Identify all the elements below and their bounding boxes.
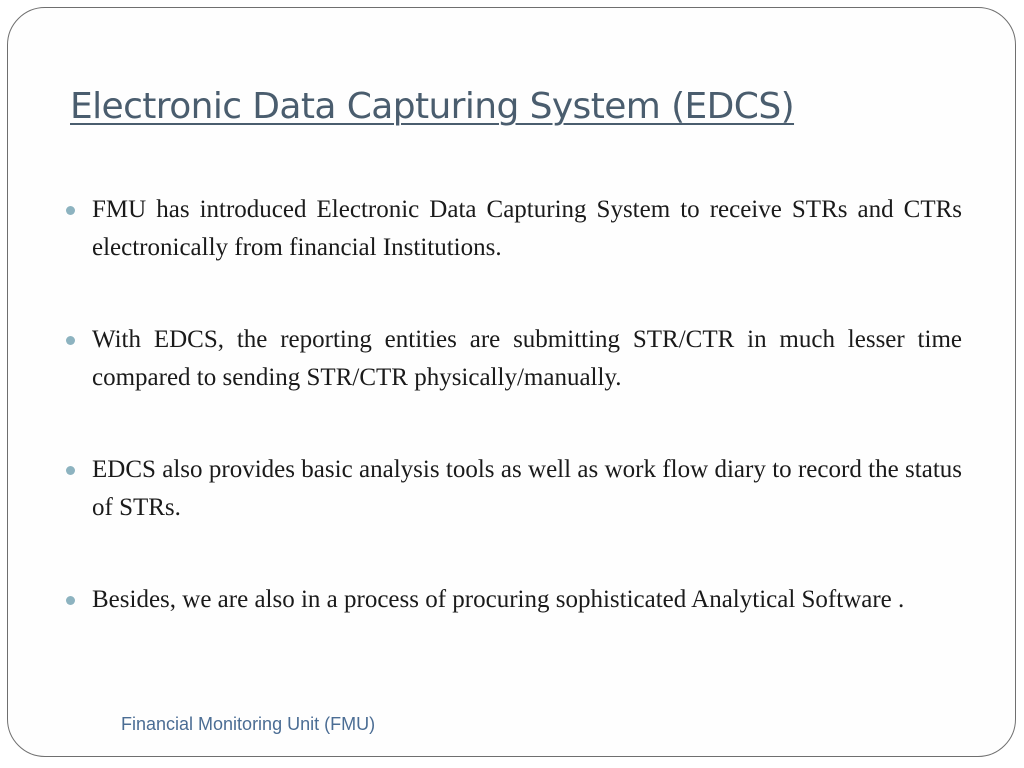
footer-text: Financial Monitoring Unit (FMU)	[121, 714, 376, 734]
bullet-text: EDCS also provides basic analysis tools as well as work flow diary to record the status of STRs.	[92, 456, 962, 521]
bullet-item	[92, 451, 962, 527]
bullet-dot-icon	[66, 336, 75, 345]
bullet-item	[92, 581, 962, 619]
bullet-dot-icon	[66, 466, 75, 475]
bullet-text: Besides, we are also in a process of procuring sophisticated Analytical Software .	[92, 586, 905, 613]
slide-title: Electronic Data Capturing System (EDCS)	[70, 86, 795, 127]
bullet-text: With EDCS, the reporting entities are submitting STR/CTR in much lesser time compared to sending STR/CTR physically/manually.	[92, 326, 962, 391]
bullet-text: FMU has introduced Electronic Data Capturing System to receive STRs and CTRs electronically from financial Institutions.	[92, 196, 962, 261]
slide-frame	[7, 7, 1016, 757]
bullet-dot-icon	[66, 596, 75, 605]
bullet-item	[92, 191, 962, 267]
bullet-item	[92, 321, 962, 397]
bullet-dot-icon	[66, 206, 75, 215]
bullet-list	[92, 191, 962, 673]
